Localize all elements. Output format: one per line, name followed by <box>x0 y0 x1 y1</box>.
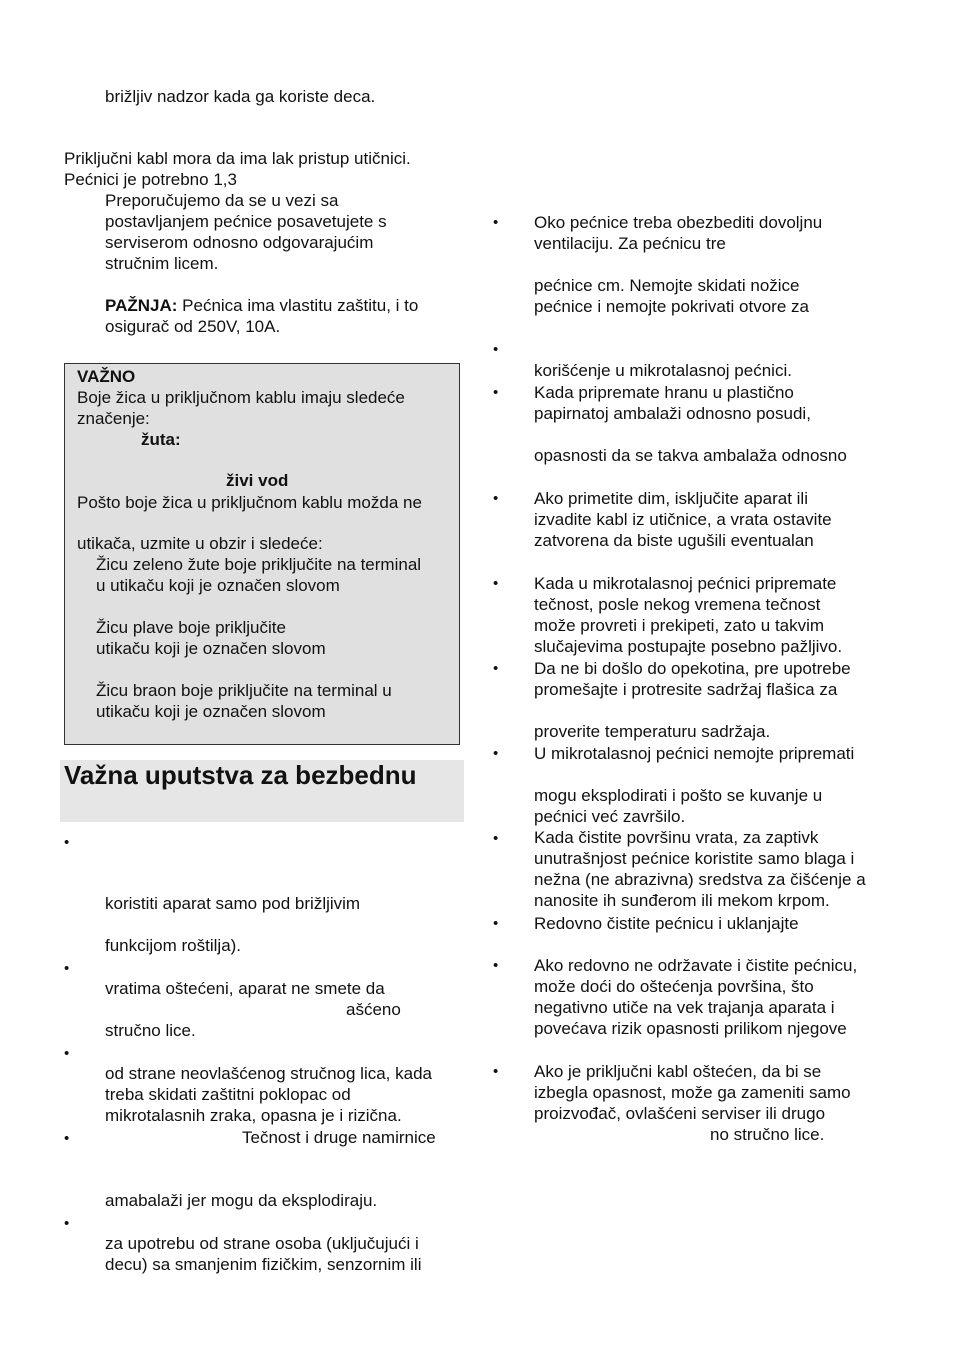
box-line: utikača, uzmite u obzir i sledeće: <box>77 534 323 553</box>
text-line: stručnim licem. <box>105 254 219 273</box>
box-line: u utikaču koji je označen slovom <box>96 576 340 595</box>
warning-text: Pećnica ima vlastitu zaštitu, i to <box>177 296 419 315</box>
text-line: slučajevima postupajte posebno pažljivo. <box>534 637 843 656</box>
text-line: za upotrebu od strane osoba (uključujući i <box>105 1234 419 1253</box>
text-line: nežna (ne abrazivna) sredstva za čišćenje a <box>534 870 866 889</box>
text-line: zatvorena da biste ugušili eventualan <box>534 531 814 550</box>
bullet-icon: • <box>64 1130 70 1147</box>
box-line: Boje žica u priključnom kablu imaju sledeće <box>77 388 405 407</box>
text-line: izbegla opasnost, može ga zameniti samo <box>534 1083 851 1102</box>
text-line: može provreti i prekipeti, zato u takvim <box>534 616 825 635</box>
text-line: papirnatoj ambalaži odnosno posudi, <box>534 404 811 423</box>
box-line: Žicu plave boje priključite <box>96 618 286 637</box>
bullet-icon: • <box>64 960 70 977</box>
text-line: Pećnici je potrebno 1,3 <box>64 170 237 189</box>
text-line: može doći do oštećenja površina, što <box>534 977 814 996</box>
text-line: serviserom odnosno odgovarajućim <box>105 233 374 252</box>
warning-label: PAŽNJA: <box>105 296 178 315</box>
text-line: mogu eksplodirati i pošto se kuvanje u <box>534 786 823 805</box>
text-line: decu) sa smanjenim fizičkim, senzornim ili <box>105 1255 422 1274</box>
text-line: nanosite ih sunđerom ili mekom krpom. <box>534 891 830 910</box>
bullet-icon: • <box>493 745 499 762</box>
text-line: opasnosti da se takva ambalaža odnosno <box>534 446 847 465</box>
bullet-icon: • <box>64 1215 70 1232</box>
text-line: ašćeno <box>346 1000 401 1019</box>
bullet-icon: • <box>493 575 499 592</box>
bullet-icon: • <box>493 957 499 974</box>
text-line: Kada čistite površinu vrata, za zaptivk <box>534 828 819 847</box>
bullet-icon: • <box>493 660 499 677</box>
box-line: Žicu zeleno žute boje priključite na terminal <box>96 555 422 574</box>
box-line: Pošto boje žica u priključnom kablu možda ne <box>77 493 422 512</box>
text-line: koristiti aparat samo pod brižljivim <box>105 894 361 913</box>
warning-line <box>105 295 418 316</box>
bullet-icon: • <box>493 915 499 932</box>
text-line: povećava rizik opasnosti prilikom njegove <box>534 1019 847 1038</box>
bullet-icon: • <box>493 490 499 507</box>
text-line: osigurač od 250V, 10A. <box>105 317 281 336</box>
box-line: značenje: <box>77 409 150 428</box>
text-line: no stručno lice. <box>710 1125 825 1144</box>
text-line: pećnice cm. Nemojte skidati nožice <box>534 276 800 295</box>
text-line: pećnice i nemojte pokrivati otvore za <box>534 297 809 316</box>
text-line: Da ne bi došlo do opekotina, pre upotrebe <box>534 659 851 678</box>
text-line: treba skidati zaštitni poklopac od <box>105 1085 351 1104</box>
text-line: mikrotalasnih zraka, opasna je i rizična. <box>105 1106 402 1125</box>
box-line: živi vod <box>226 471 289 490</box>
text-line: Kada pripremate hranu u plastično <box>534 383 794 402</box>
text-line: Preporučujemo da se u vezi sa <box>105 191 339 210</box>
text-line: Oko pećnice treba obezbediti dovoljnu <box>534 213 823 232</box>
bullet-icon: • <box>493 830 499 847</box>
text-line: od strane neovlašćenog stručnog lica, kada <box>105 1064 432 1083</box>
box-line: utikaču koji je označen slovom <box>96 702 326 721</box>
bullet-icon: • <box>493 384 499 401</box>
text-line: U mikrotalasnoj pećnici nemojte pripremati <box>534 744 855 763</box>
text-line: proverite temperaturu sadržaja. <box>534 722 771 741</box>
text-line: promešajte i protresite sadržaj flašica za <box>534 680 838 699</box>
text-line: Kada u mikrotalasnoj pećnici pripremate <box>534 574 837 593</box>
text-line: negativno utiče na vek trajanja aparata i <box>534 998 835 1017</box>
bullet-icon: • <box>493 1063 499 1080</box>
text-line: Redovno čistite pećnicu i uklanjajte <box>534 914 799 933</box>
bullet-icon: • <box>64 1045 70 1062</box>
bullet-icon: • <box>64 834 70 851</box>
bullet-icon: • <box>493 341 499 358</box>
bullet-icon: • <box>493 214 499 231</box>
text-line: Ako primetite dim, isključite aparat ili <box>534 489 808 508</box>
box-line: Žicu braon boje priključite na terminal u <box>96 681 392 700</box>
text-line: ventilaciju. Za pećnicu tre <box>534 234 726 253</box>
important-title: VAŽNO <box>77 367 136 386</box>
text-line: pećnici već završilo. <box>534 807 686 826</box>
text-line: unutrašnjost pećnice koristite samo blaga i <box>534 849 855 868</box>
text-line: amabalaži jer mogu da eksplodiraju. <box>105 1191 378 1210</box>
text-line: izvadite kabl iz utičnice, a vrata ostavite <box>534 510 832 529</box>
text-line: tečnost, posle nekog vremena tečnost <box>534 595 821 614</box>
text-line: Tečnost i druge namirnice <box>242 1128 436 1147</box>
section-heading: Važna uputstva za bezbednu <box>64 760 417 790</box>
text-line: brižljiv nadzor kada ga koriste deca. <box>105 87 376 106</box>
text-line: stručno lice. <box>105 1021 196 1040</box>
text-line: Priključni kabl mora da ima lak pristup utičnici. <box>64 149 411 168</box>
text-line: korišćenje u mikrotalasnoj pećnici. <box>534 361 792 380</box>
text-line: funkcijom roštilja). <box>105 936 242 955</box>
text-line: vratima oštećeni, aparat ne smete da <box>105 979 385 998</box>
box-line: utikaču koji je označen slovom <box>96 639 326 658</box>
text-line: proizvođač, ovlašćeni serviser ili drugo <box>534 1104 826 1123</box>
box-line: žuta: <box>141 430 181 449</box>
text-line: postavljanjem pećnice posavetujete s <box>105 212 387 231</box>
text-line: Ako redovno ne održavate i čistite pećnicu, <box>534 956 858 975</box>
text-line: Ako je priključni kabl oštećen, da bi se <box>534 1062 822 1081</box>
